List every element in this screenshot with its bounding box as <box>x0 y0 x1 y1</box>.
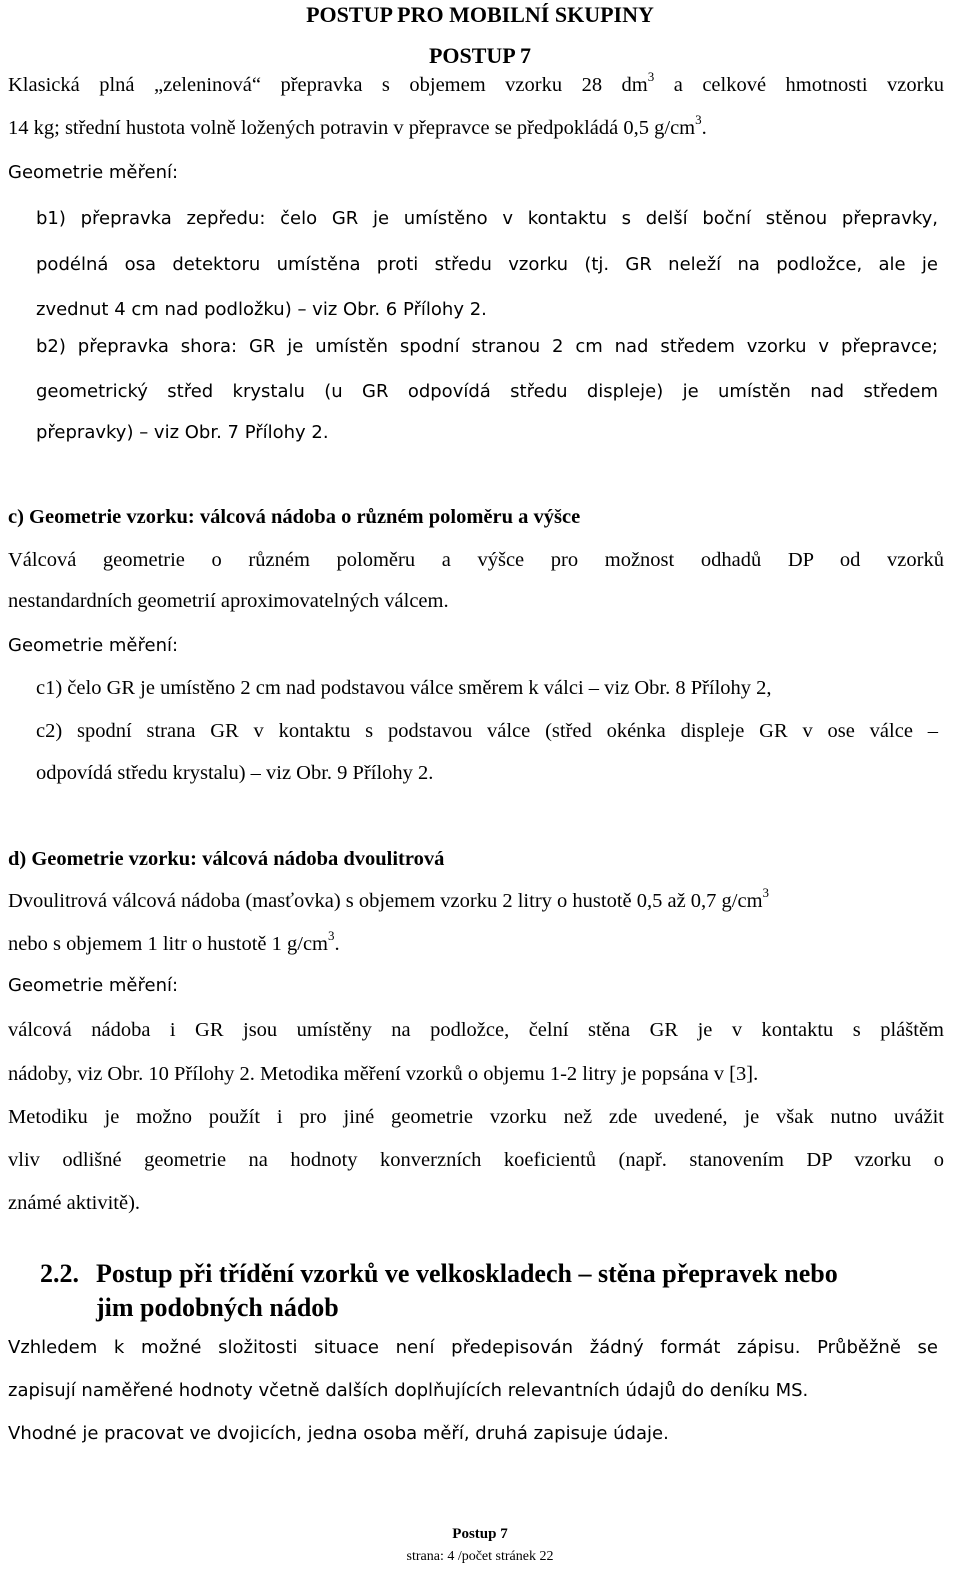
geometry-label-d: Geometrie měření: <box>8 975 179 996</box>
section-2-2-para-line-1: Vzhledem k možné složitosti situace není předepisován žádný formát zápisu. Průběžně se <box>8 1337 938 1358</box>
section-d-geometry-line-1: válcová nádoba i GR jsou umístěny na podložce, čelní stěna GR je v kontaktu s pláštěm <box>8 1019 944 1041</box>
c1-line: c1) čelo GR je umístěno 2 cm nad podstavou válce směrem k válci – viz Obr. 8 Přílohy 2, <box>36 677 772 699</box>
c2-line-1: c2) spodní strana GR v kontaktu s podstavou válce (střed okénka displeje GR v ose válce – <box>36 720 938 742</box>
section-d-geometry-line-2: nádoby, viz Obr. 10 Přílohy 2. Metodika měření vzorků o objemu 1-2 litry je popsána v [3]. <box>8 1063 759 1085</box>
page-title: POSTUP PRO MOBILNÍ SKUPINY <box>306 2 654 27</box>
section-d-note-line-1: Metodiku je možno použít i pro jiné geometrie vzorku než zde uvedené, je však nutno uvážit <box>8 1106 944 1128</box>
b2-line-3: přepravky) – viz Obr. 7 Přílohy 2. <box>36 422 329 443</box>
page-subtitle: POSTUP 7 <box>428 43 532 68</box>
b1-line-3: zvednut 4 cm nad podložku) – viz Obr. 6 Přílohy 2. <box>36 299 487 320</box>
footer-label: Postup 7 <box>452 1526 508 1542</box>
section-d-heading: d) Geometrie vzorku: válcová nádoba dvoulitrová <box>8 848 445 870</box>
geometry-label-b: Geometrie měření: <box>8 162 179 183</box>
footer-page-count: strana: 4 /počet stránek 22 <box>406 1549 554 1564</box>
section-c-heading: c) Geometrie vzorku: válcová nádoba o různém poloměru a výšce <box>8 506 581 528</box>
section-d-para-line-2: nebo s objemem 1 litr o hustotě 1 $g/cm^3$. <box>8 928 340 955</box>
section-c-para-line-2: nestandardních geometrií aproximovatelných válcem. <box>8 590 449 612</box>
intro-line-1: Klasická plná „zeleninová“ přepravka s objemem vzorku 28 $dm^3$ a celkové hmotnosti vzorku <box>8 69 944 96</box>
b2-line-1: b2) přepravka shora: GR je umístěn spodní stranou 2 cm nad středem vzorku v přepravce; <box>36 336 938 357</box>
geometry-label-c: Geometrie měření: <box>8 635 179 656</box>
section-2-2-title-line-1: Postup při třídění vzorků ve velkoskladech – stěna přepravek nebo <box>96 1259 838 1288</box>
b1-line-2: podélná osa detektoru umístěna proti středu vzorku (tj. GR neleží na podložce, ale je <box>36 254 938 275</box>
section-2-2-para-line-3: Vhodné je pracovat ve dvojicích, jedna osoba měří, druhá zapisuje údaje. <box>8 1423 669 1444</box>
b1-line-1: b1) přepravka zepředu: čelo GR je umístěno v kontaktu s delší boční stěnou přepravky, <box>36 208 938 229</box>
section-d-note-line-3: známé aktivitě). <box>8 1192 141 1214</box>
section-2-2-title-line-2: jim podobných nádob <box>96 1293 339 1322</box>
b2-line-2: geometrický střed krystalu (u GR odpovídá středu displeje) je umístěn nad středem <box>36 381 938 402</box>
section-2-2-number: 2.2. <box>40 1259 79 1288</box>
section-2-2-para-line-2: zapisují naměřené hodnoty včetně dalších doplňujících relevantních údajů do deníku MS. <box>8 1380 809 1401</box>
intro-line-2: 14 kg; střední hustota volně ložených potravin v přepravce se předpokládá 0,5 $g/cm^3$. <box>8 112 707 139</box>
c2-line-2: odpovídá středu krystalu) – viz Obr. 9 Přílohy 2. <box>36 762 434 784</box>
section-c-para-line-1: Válcová geometrie o různém poloměru a výšce pro možnost odhadů DP od vzorků <box>8 549 944 571</box>
section-d-para-line-1: Dvoulitrová válcová nádoba (masťovka) s objemem vzorku 2 litry o hustotě 0,5 až 0,7 $g/cm^3$ <box>8 885 770 912</box>
section-d-note-line-2: vliv odlišné geometrie na hodnoty konverzních koeficientů (např. stanovením DP vzorku o <box>8 1149 944 1171</box>
